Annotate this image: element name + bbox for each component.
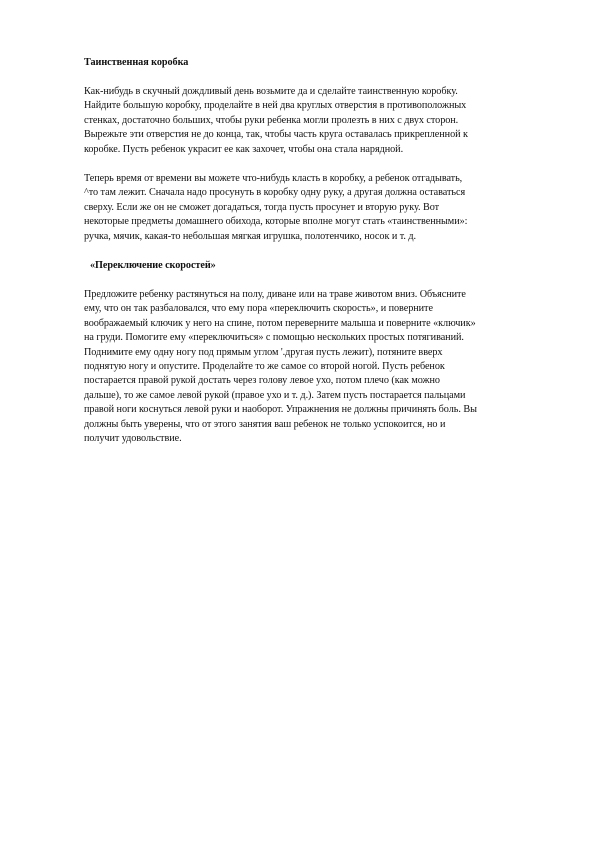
paragraph-line: воображаемый ключик у него на спине, потом переверните малыша и поверните «ключик» <box>84 317 476 329</box>
paragraph-line: дальше), то же самое левой рукой (правое ухо и т. д.). Затем пусть постарается пальцами <box>84 389 466 401</box>
paragraph-line: Теперь время от времени вы можете что-нибудь класть в коробку, а ребенок отгадывать, <box>84 173 463 184</box>
document-title: Таинственная коробка <box>84 57 189 68</box>
paragraph-2 <box>84 172 514 244</box>
paragraph-line: некоторые предметы домашнего обихода, которые вполне могут стать «таинственными»: <box>84 216 468 228</box>
paragraph-line: должны быть уверены, что от этого занятия ваш ребенок не только успокоится, но и <box>84 418 446 430</box>
paragraph-line: сверху. Если же он не сможет догадаться, тогда пусть просунет и вторую руку. Вот <box>84 201 440 213</box>
paragraph-line: Поднимите ему одну ногу под прямым углом '.другая пусть лежит), потяните вверх <box>84 346 443 358</box>
section-heading: «Переключение скоростей» <box>90 260 216 271</box>
paragraph-line: постарается правой рукой достать через голову левое ухо, потом плечо (как можно <box>84 375 440 387</box>
paragraph-line: правой ноги коснуться левой руки и наоборот. Упражнения не должны причинять боль. Вы <box>84 404 477 416</box>
paragraph-line: коробке. Пусть ребенок украсит ее как захочет, чтобы она стала нарядной. <box>84 143 404 155</box>
section-heading-block <box>90 259 520 273</box>
paragraph-line: ручка, мячик, какая-то небольшая мягкая игрушка, полотенчико, носок и т. д. <box>84 230 416 242</box>
paragraph-line: стенках, достаточно больших, чтобы руки ребенка могли пролезть в них с двух сторон. <box>84 114 459 126</box>
paragraph-line: Как-нибудь в скучный дождливый день возьмите да и сделайте таинственную коробку. <box>84 86 458 97</box>
paragraph-line: Вырежьте эти отверстия не до конца, так, чтобы часть круга оставалась прикрепленной к <box>84 129 468 141</box>
paragraph-line: ему, что он так разбаловался, что ему пора «переключить скорость», и поверните <box>84 303 433 315</box>
paragraph-line: Предложите ребенку растянуться на полу, диване или на траве животом вниз. Объясните <box>84 289 466 300</box>
paragraph-1 <box>84 85 514 157</box>
paragraph-line: Найдите большую коробку, проделайте в ней два круглых отверстия в противоположных <box>84 100 467 112</box>
paragraph-3 <box>84 288 514 446</box>
paragraph-line: ^то там лежит. Сначала надо просунуть в коробку одну руку, а другая должна оставаться <box>84 187 466 199</box>
paragraph-line: на груди. Помогите ему «переключиться» с помощью нескольких простых потягиваний. <box>84 332 464 344</box>
paragraph-line: получит удовольствие. <box>84 432 182 444</box>
paragraph-line: поднятую ногу и опустите. Проделайте то же самое со второй ногой. Пусть ребенок <box>84 360 445 372</box>
title-block <box>84 56 514 70</box>
